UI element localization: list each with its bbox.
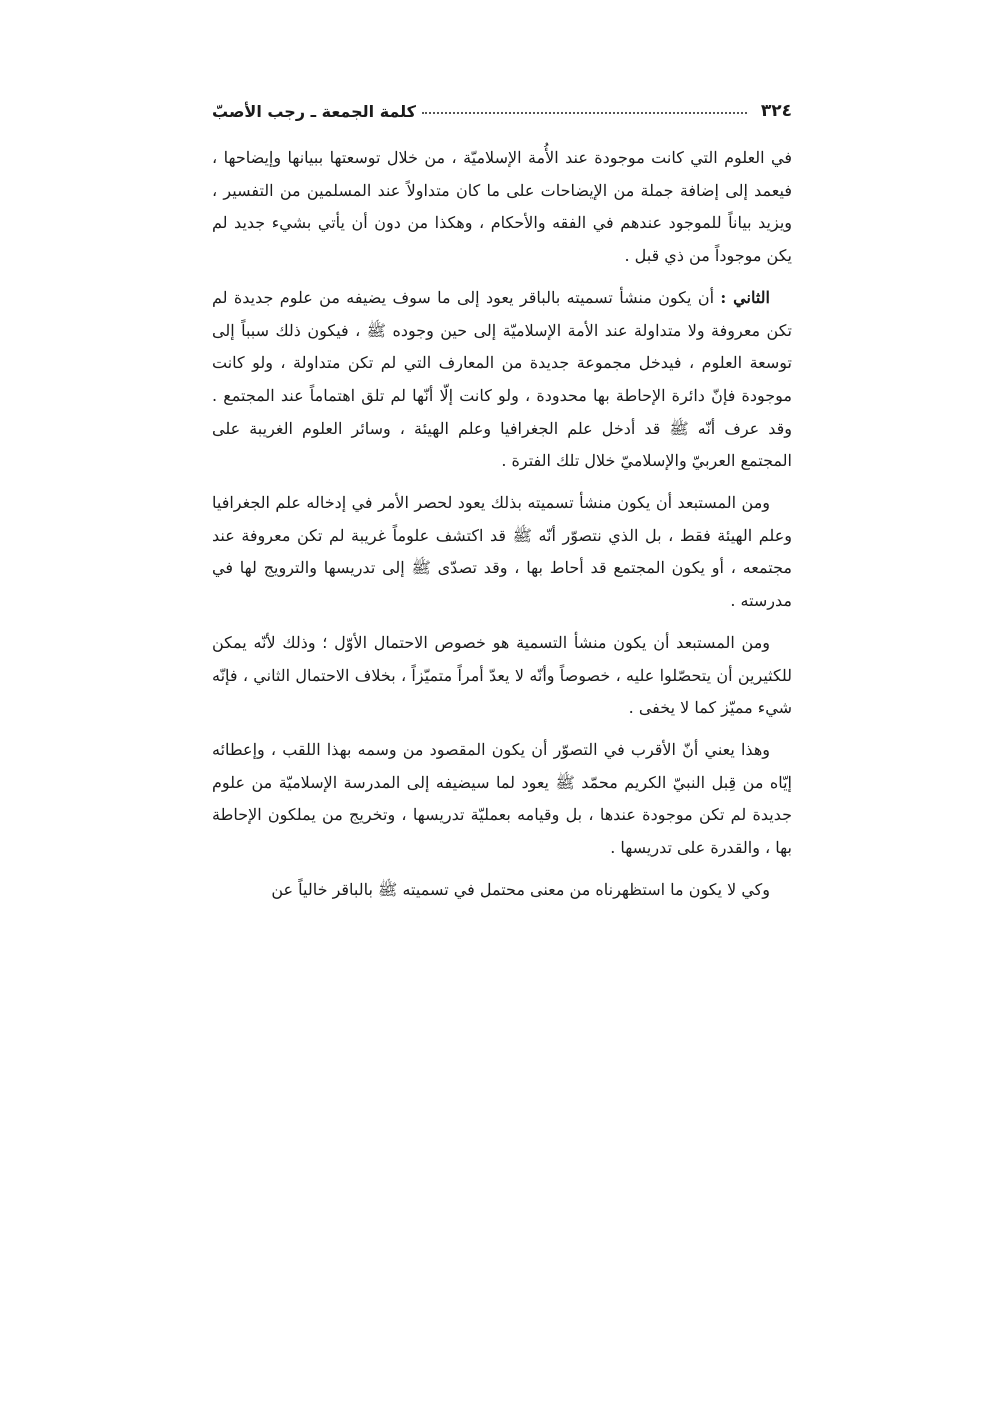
paragraph-4: ومن المستبعد أن يكون منشأ التسمية هو خصوص الاحتمال الأوّل ؛ وذلك لأنّه يمكن للكثيرين أن يتحصّلوا عليه ، خصوصاً وأنّه لا يعدّ أمراً متميّزاً ، بخلاف الاحتمال الثاني ، فإنّه شيء مميّز كما لا يخفى . [212,632,792,718]
paragraph-5: وهذا يعني أنّ الأقرب في التصوّر أن يكون المقصود من وسمه بهذا اللقب ، وإعطائه إيّاه من قِبل النبيّ الكريم محمّد ﷺ يعود لما سيضيفه إلى المدرسة الإسلاميّة من علوم جديدة لم تكن موجودة عندها ، بل وقيامه بعمليّة تدريسها ، وتخريج من يملكون الإحاطة بها ، والقدرة على تدريسها . [212,739,792,858]
book-page [212,94,792,899]
page-number: ٣٢٤ [760,101,792,121]
paragraph-1: في العلوم التي كانت موجودة عند الأُمة الإسلاميّة ، من خلال توسعتها ببيانها وإيضاحها ، فيعمد إلى إضافة جملة من الإيضاحات على ما كان متداولاً عند المسلمين من التفسير ، ويزيد بياناً للموجود عندهم في الفقه والأحكام ، وهكذا من دون أن يأتي بشيء جديد لم يكن موجوداً من ذي قبل . [212,148,792,266]
paragraph-2-label: الثاني : [720,287,770,307]
paragraph-6: وكي لا يكون ما استظهرناه من معنى محتمل في تسميته ﷺ بالباقر خالياً عن [271,879,770,899]
page-body [212,142,792,906]
page-header [212,94,792,128]
book-title: كلمة الجمعة ـ رجب الأصبّ [212,101,416,121]
paragraph-2 [212,282,792,478]
paragraph-2-text: أن يكون منشأ تسميته بالباقر يعود إلى ما سوف يضيفه من علوم جديدة لم تكن معروفة ولا متداولة عند الأمة الإسلاميّة إلى حين وجوده ﷺ ، فيكون ذلك سبباً إلى توسعة العلوم ، فيدخل مجموعة جديدة من المعارف التي لم تكن متداولة ، ولو كانت موجودة فإنّ دائرة الإحاطة بها محدودة ، ولو كانت إلّا أنّها لم تلق اهتماماً عند المجتمع . وقد عرف أنّه ﷺ قد أدخل علم الجغرافيا وعلم الهيئة ، وسائر العلوم الغريبة على المجتمع العربيّ والإسلاميّ خلال تلك الفترة . [212,287,792,471]
paragraph-3: ومن المستبعد أن يكون منشأ تسميته بذلك يعود لحصر الأمر في إدخاله علم الجغرافيا وعلم الهيئة فقط ، بل الذي نتصوّر أنّه ﷺ قد اكتشف علوماً غريبة لم تكن معروفة عند مجتمعه ، أو يكون المجتمع قد أحاط بها ، وقد تصدّى ﷺ إلى تدريسها والترويج لها في مدرسته . [212,493,792,611]
header-dotted-leader [422,112,747,114]
